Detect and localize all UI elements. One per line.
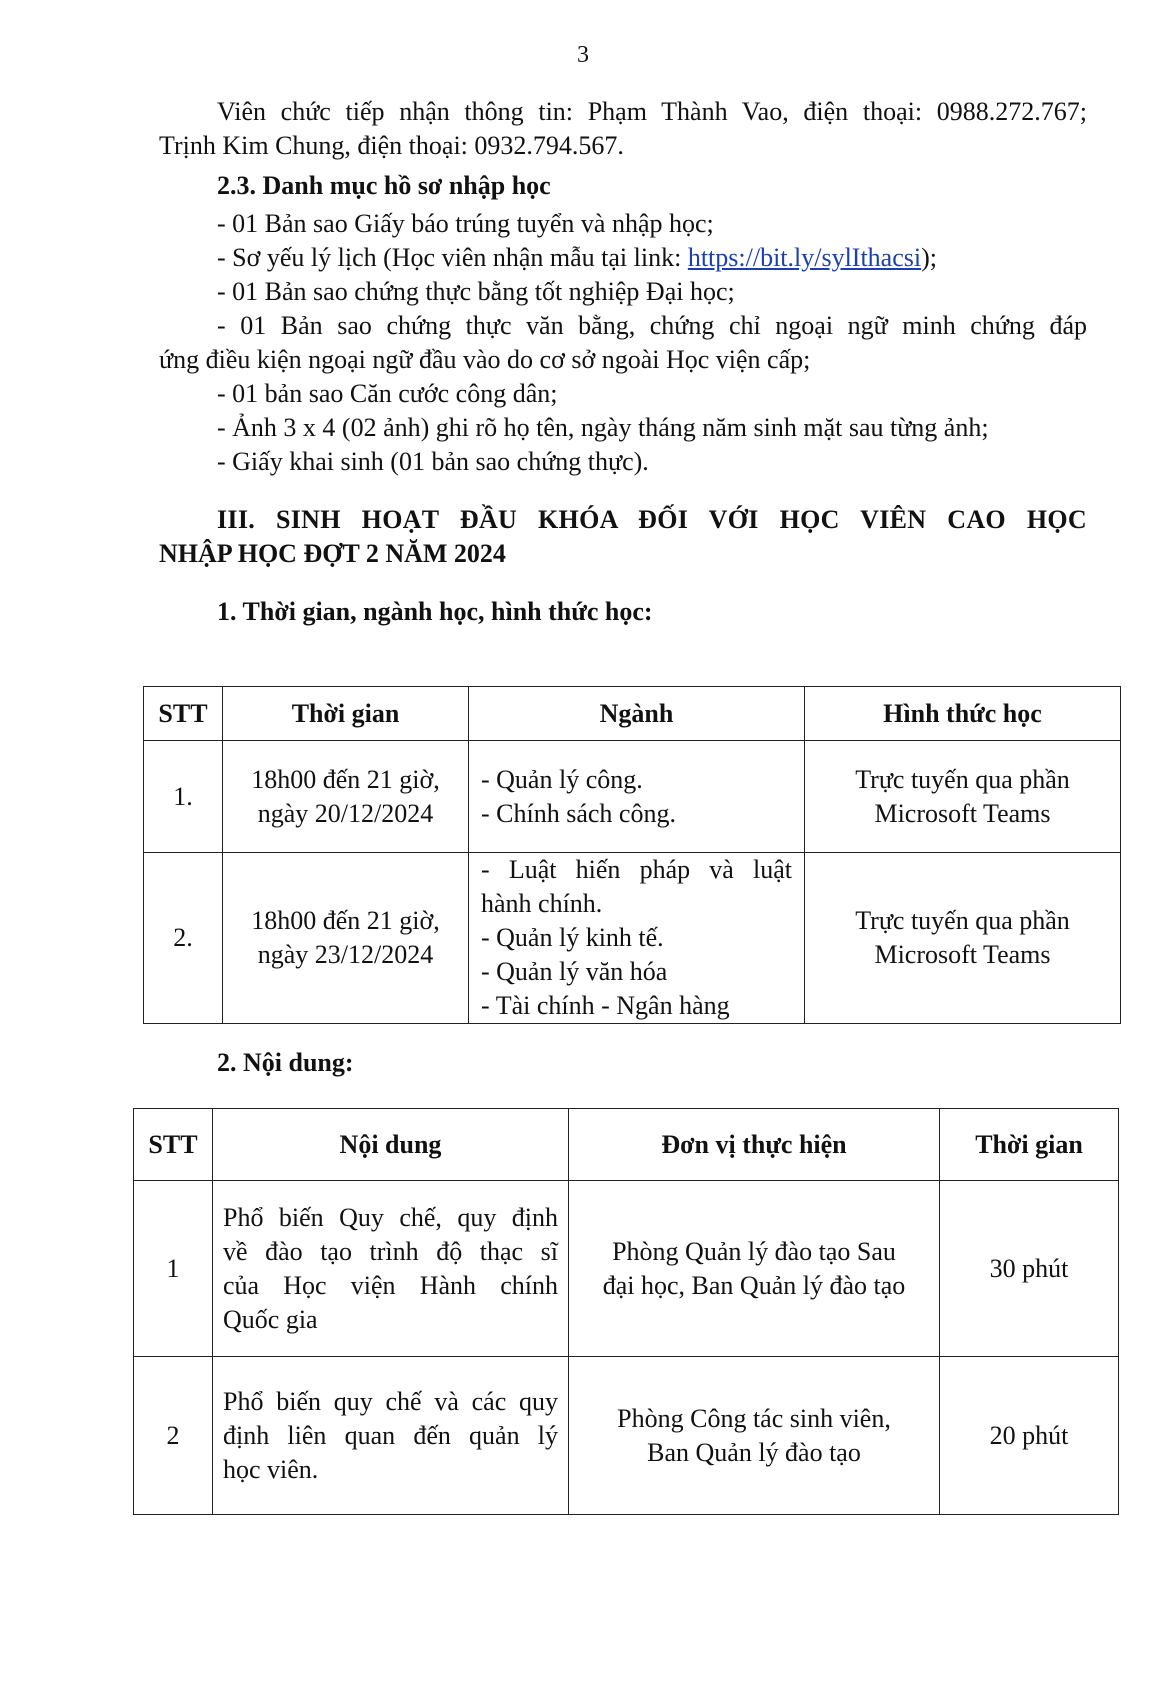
page-number: 3 — [577, 42, 589, 68]
list-item-text: ); — [921, 243, 937, 272]
cell-line: - Tài chính - Ngân hàng — [481, 991, 730, 1020]
cell-line: Quốc gia — [223, 1304, 318, 1334]
cell-stt: 1 — [134, 1181, 213, 1357]
cell-unit — [569, 1357, 940, 1515]
cell-time — [223, 741, 469, 853]
cell-content — [213, 1357, 569, 1515]
section-3-title-l1: III. SINH HOẠT ĐẦU KHÓA ĐỐI VỚI HỌC VIÊN CAO HỌC — [217, 505, 1087, 534]
cell-duration: 20 phút — [940, 1357, 1119, 1515]
cell-line: về đào tạo trình độ thạc sĩ — [223, 1236, 558, 1266]
cell-line: 18h00 đến 21 giờ, — [251, 764, 440, 794]
cell-stt: 2 — [134, 1357, 213, 1515]
table-row — [134, 1181, 1119, 1357]
list-item: - Giấy khai sinh (01 bản sao chứng thực). — [217, 447, 649, 476]
list-item-with-link — [159, 241, 1087, 275]
document-body — [159, 95, 1087, 629]
table-row — [134, 1357, 1119, 1515]
col-header: Ngành — [469, 687, 805, 741]
cell-line: - Luật hiến pháp và luật — [481, 855, 792, 884]
subsection-2-title: 2. Nội dung: — [217, 1048, 354, 1077]
table-header-row — [134, 1109, 1119, 1181]
table-header-row — [144, 687, 1121, 741]
cell-line: Trực tuyến qua phần — [855, 906, 1070, 935]
list-item: - 01 Bản sao chứng thực bằng tốt nghiệp Đại học; — [217, 277, 735, 306]
cell-majors — [469, 741, 805, 853]
col-header: Nội dung — [213, 1109, 569, 1181]
cell-mode — [805, 741, 1121, 853]
col-header: Hình thức học — [805, 687, 1121, 741]
cell-line: Phổ biến quy chế và các quy — [223, 1386, 558, 1416]
content-table — [133, 1108, 1119, 1515]
cell-line: Phòng Công tác sinh viên, — [617, 1403, 891, 1433]
cell-mode — [805, 853, 1121, 1024]
cell-stt: 2. — [144, 853, 223, 1024]
section-2-3-title: 2.3. Danh mục hồ sơ nhập học — [217, 171, 551, 200]
cell-line: định liên quan đến quản lý — [223, 1420, 558, 1450]
cell-line: 18h00 đến 21 giờ, — [251, 906, 440, 935]
cell-line: của Học viện Hành chính — [223, 1270, 558, 1300]
cell-line: - Chính sách công. — [481, 798, 676, 828]
cell-unit — [569, 1181, 940, 1357]
list-item: - 01 bản sao Căn cước công dân; — [217, 379, 558, 408]
contact-line-1: Viên chức tiếp nhận thông tin: Phạm Thành Vao, điện thoại: 0988.272.767; — [217, 97, 1087, 126]
col-header: STT — [144, 687, 223, 741]
cell-line: Phổ biến Quy chế, quy định — [223, 1202, 558, 1232]
section-3-title-l2: NHẬP HỌC ĐỢT 2 NĂM 2024 — [159, 539, 506, 568]
col-header: Đơn vị thực hiện — [569, 1109, 940, 1181]
cell-line: Microsoft Teams — [874, 798, 1051, 828]
subsection-1-title: 1. Thời gian, ngành học, hình thức học: — [217, 597, 653, 626]
table-row — [144, 853, 1121, 1024]
list-item: - Ảnh 3 x 4 (02 ảnh) ghi rõ họ tên, ngày tháng năm sinh mặt sau từng ảnh; — [217, 413, 989, 442]
list-item-text: - Sơ yếu lý lịch (Học viên nhận mẫu tại link: — [217, 243, 688, 272]
cell-duration: 30 phút — [940, 1181, 1119, 1357]
contact-line-2: Trịnh Kim Chung, điện thoại: 0932.794.567. — [159, 131, 624, 160]
schedule-table — [143, 686, 1121, 1024]
table-row — [144, 741, 1121, 853]
col-header: STT — [134, 1109, 213, 1181]
cell-line: Ban Quản lý đào tạo — [647, 1437, 861, 1467]
cell-line: Trực tuyến qua phần — [855, 764, 1070, 794]
col-header: Thời gian — [940, 1109, 1119, 1181]
list-item-lang-l2: ứng điều kiện ngoại ngữ đầu vào do cơ sở ngoài Học viện cấp; — [159, 345, 811, 374]
cell-line: Microsoft Teams — [874, 940, 1051, 969]
form-link[interactable]: https://bit.ly/sylIthacsi — [687, 243, 922, 272]
cell-content — [213, 1181, 569, 1357]
cell-stt: 1. — [144, 741, 223, 853]
list-item-lang-l1: - 01 Bản sao chứng thực văn bằng, chứng chỉ ngoại ngữ minh chứng đáp — [217, 311, 1087, 340]
cell-line: học viên. — [223, 1454, 319, 1484]
cell-line: Phòng Quản lý đào tạo Sau — [612, 1236, 896, 1266]
cell-time — [223, 853, 469, 1024]
cell-line: - Quản lý công. — [481, 764, 643, 794]
cell-line: - Quản lý kinh tế. — [481, 923, 664, 952]
cell-line: đại học, Ban Quản lý đào tạo — [602, 1270, 906, 1300]
cell-line: ngày 23/12/2024 — [257, 940, 434, 969]
cell-majors — [469, 853, 805, 1024]
col-header: Thời gian — [223, 687, 469, 741]
cell-line: hành chính. — [481, 889, 603, 918]
cell-line: ngày 20/12/2024 — [257, 798, 434, 828]
cell-line: - Quản lý văn hóa — [481, 957, 668, 986]
list-item: - 01 Bản sao Giấy báo trúng tuyển và nhập học; — [217, 209, 714, 238]
